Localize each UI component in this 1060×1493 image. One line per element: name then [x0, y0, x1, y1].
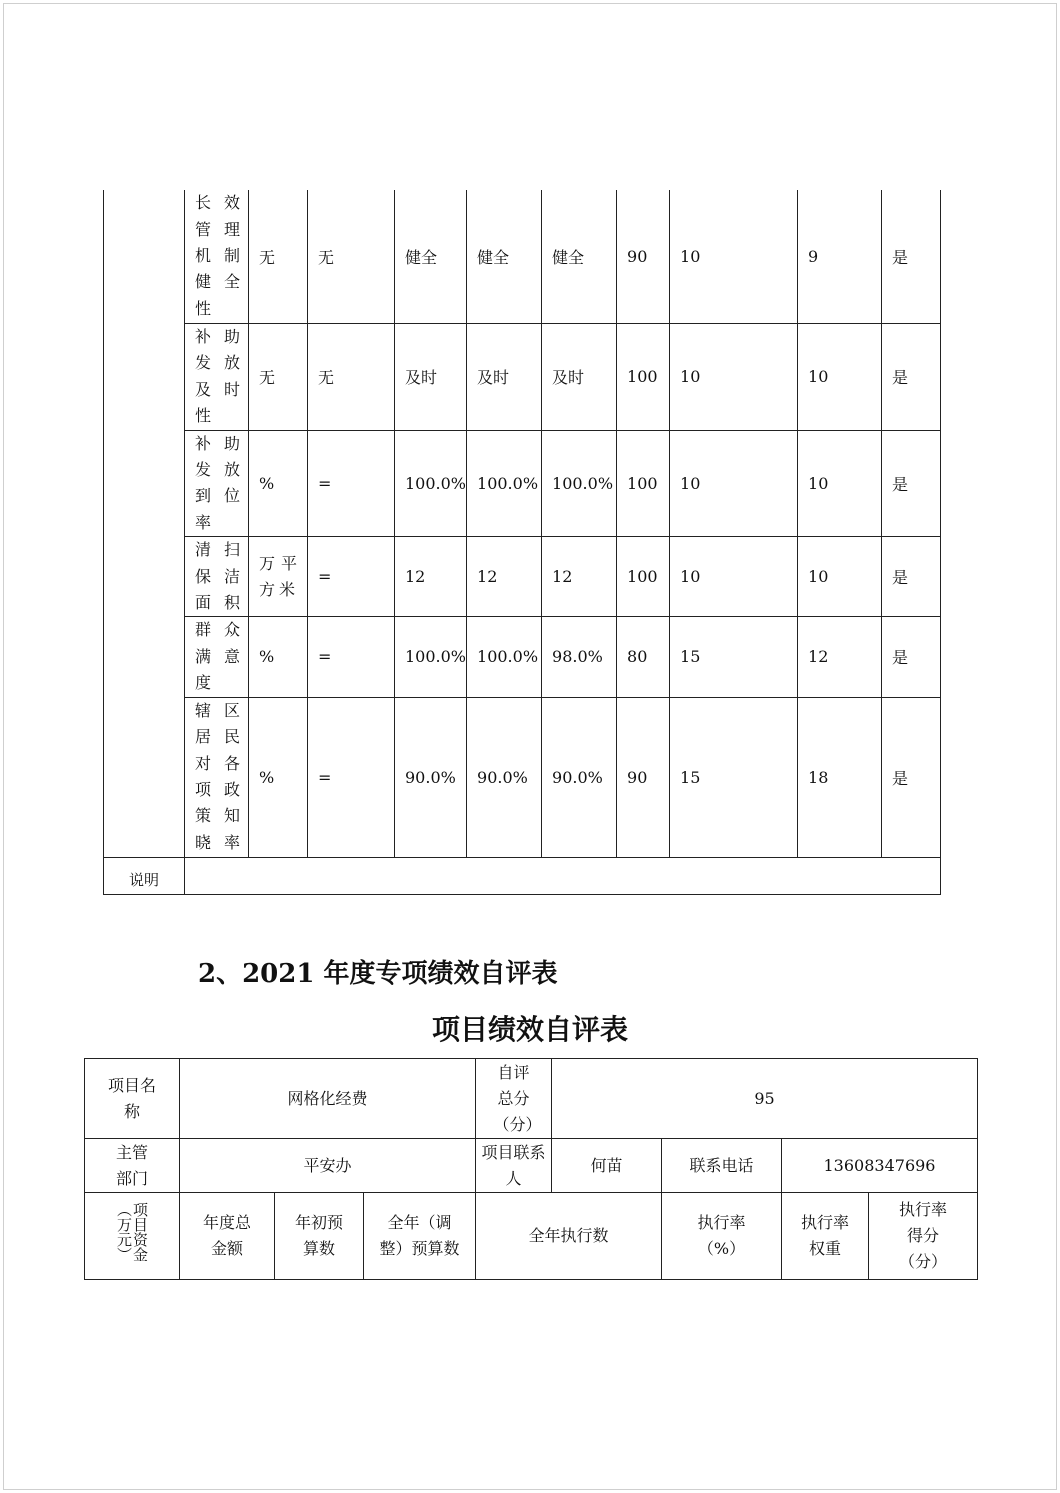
note-value: [185, 857, 941, 894]
indicator-name-cell: [185, 323, 249, 430]
adjusted-target-cell: 及时: [467, 323, 542, 430]
indicator-name-cell: [185, 190, 249, 323]
unit-cell: 无: [249, 190, 308, 323]
completion-cell: 100: [617, 537, 670, 617]
project-name-row: [85, 1059, 978, 1139]
completion-cell: 100: [617, 430, 670, 537]
indicator-name: 补助发放到位率: [195, 433, 240, 532]
indicator-row: [104, 430, 941, 537]
indicator-row: [104, 617, 941, 697]
unit-cell: 万平方米: [249, 537, 308, 617]
funds-label: 项目资金（万元）: [85, 1193, 180, 1280]
indicator-row: [104, 537, 941, 617]
project-name-label: 项目名称: [85, 1059, 180, 1139]
weight-cell: 10: [670, 190, 798, 323]
unit-cell: %: [249, 617, 308, 697]
annual-target-cell: 100.0%: [395, 617, 467, 697]
phone-label: 联系电话: [662, 1139, 782, 1193]
indicator-name-cell: [185, 537, 249, 617]
score-cell: 18: [798, 697, 882, 857]
col-exec-rate: 执行率（%）: [662, 1193, 782, 1280]
operator-cell: 无: [308, 190, 395, 323]
actual-cell: 及时: [542, 323, 617, 430]
indicator-name-cell: [185, 430, 249, 537]
actual-cell: 100.0%: [542, 430, 617, 537]
adjusted-target-cell: 100.0%: [467, 430, 542, 537]
score-cell: 12: [798, 617, 882, 697]
weight-cell: 10: [670, 430, 798, 537]
col-initial-budget: 年初预算数: [275, 1193, 364, 1280]
operator-cell: =: [308, 430, 395, 537]
col-executed: 全年执行数: [476, 1193, 662, 1280]
indicator-row: [104, 323, 941, 430]
score-cell: 10: [798, 323, 882, 430]
col-adjusted-budget: 全年（调整）预算数: [364, 1193, 476, 1280]
unit-cell: 无: [249, 323, 308, 430]
indicator-name-cell: [185, 617, 249, 697]
operator-cell: =: [308, 697, 395, 857]
project-name-value: 网格化经费: [180, 1059, 476, 1139]
adjusted-target-cell: 100.0%: [467, 617, 542, 697]
achieved-cell: 是: [882, 697, 941, 857]
actual-cell: 12: [542, 537, 617, 617]
weight-cell: 15: [670, 617, 798, 697]
weight-cell: 10: [670, 537, 798, 617]
annual-target-cell: 90.0%: [395, 697, 467, 857]
indicator-row: [104, 697, 941, 857]
completion-cell: 90: [617, 190, 670, 323]
actual-cell: 健全: [542, 190, 617, 323]
adjusted-target-cell: 12: [467, 537, 542, 617]
indicator-name: 辖区居民对各项政策知晓率: [195, 700, 240, 852]
unit-cell: %: [249, 697, 308, 857]
indicator-name: 长效管理机制健全性: [195, 193, 240, 318]
operator-cell: =: [308, 617, 395, 697]
completion-cell: 80: [617, 617, 670, 697]
annual-target-cell: 健全: [395, 190, 467, 323]
note-row: [104, 857, 941, 894]
achieved-cell: 是: [882, 537, 941, 617]
indicator-name: 群众满意度: [195, 620, 240, 693]
operator-cell: =: [308, 537, 395, 617]
operator-cell: 无: [308, 323, 395, 430]
actual-cell: 98.0%: [542, 617, 617, 697]
achieved-cell: 是: [882, 430, 941, 537]
phone-value: 13608347696: [782, 1139, 978, 1193]
self-score-value: 95: [552, 1059, 978, 1139]
adjusted-target-cell: 90.0%: [467, 697, 542, 857]
note-label: 说明: [104, 857, 185, 894]
indicator-name: 清扫保洁面积: [195, 540, 240, 612]
blank-category-cell: [104, 190, 185, 857]
annual-target-cell: 及时: [395, 323, 467, 430]
achieved-cell: 是: [882, 190, 941, 323]
col-exec-score: 执行率得分（分）: [869, 1193, 978, 1280]
weight-cell: 10: [670, 323, 798, 430]
achieved-cell: 是: [882, 617, 941, 697]
score-cell: 9: [798, 190, 882, 323]
contact-value: 何苗: [552, 1139, 662, 1193]
indicator-name: 补助发放及时性: [195, 326, 240, 425]
self-score-label: 自评总分（分）: [476, 1059, 552, 1139]
indicator-table: [103, 190, 941, 895]
unit-cell: %: [249, 430, 308, 537]
dept-label: 主管部门: [85, 1139, 180, 1193]
dept-value: 平安办: [180, 1139, 476, 1193]
score-cell: 10: [798, 430, 882, 537]
contact-label: 项目联系人: [476, 1139, 552, 1193]
department-row: [85, 1139, 978, 1193]
col-annual-total: 年度总金额: [180, 1193, 275, 1280]
funds-header-row: [85, 1193, 978, 1280]
achieved-cell: 是: [882, 323, 941, 430]
indicator-name-cell: [185, 697, 249, 857]
indicator-row: [104, 190, 941, 323]
score-cell: 10: [798, 537, 882, 617]
table-title: 项目绩效自评表: [431, 1013, 628, 1046]
completion-cell: 90: [617, 697, 670, 857]
self-evaluation-table: [84, 1058, 978, 1280]
section-heading: 2、2021 年度专项绩效自评表: [198, 959, 558, 989]
weight-cell: 15: [670, 697, 798, 857]
annual-target-cell: 100.0%: [395, 430, 467, 537]
completion-cell: 100: [617, 323, 670, 430]
actual-cell: 90.0%: [542, 697, 617, 857]
annual-target-cell: 12: [395, 537, 467, 617]
col-exec-weight: 执行率权重: [782, 1193, 869, 1280]
adjusted-target-cell: 健全: [467, 190, 542, 323]
